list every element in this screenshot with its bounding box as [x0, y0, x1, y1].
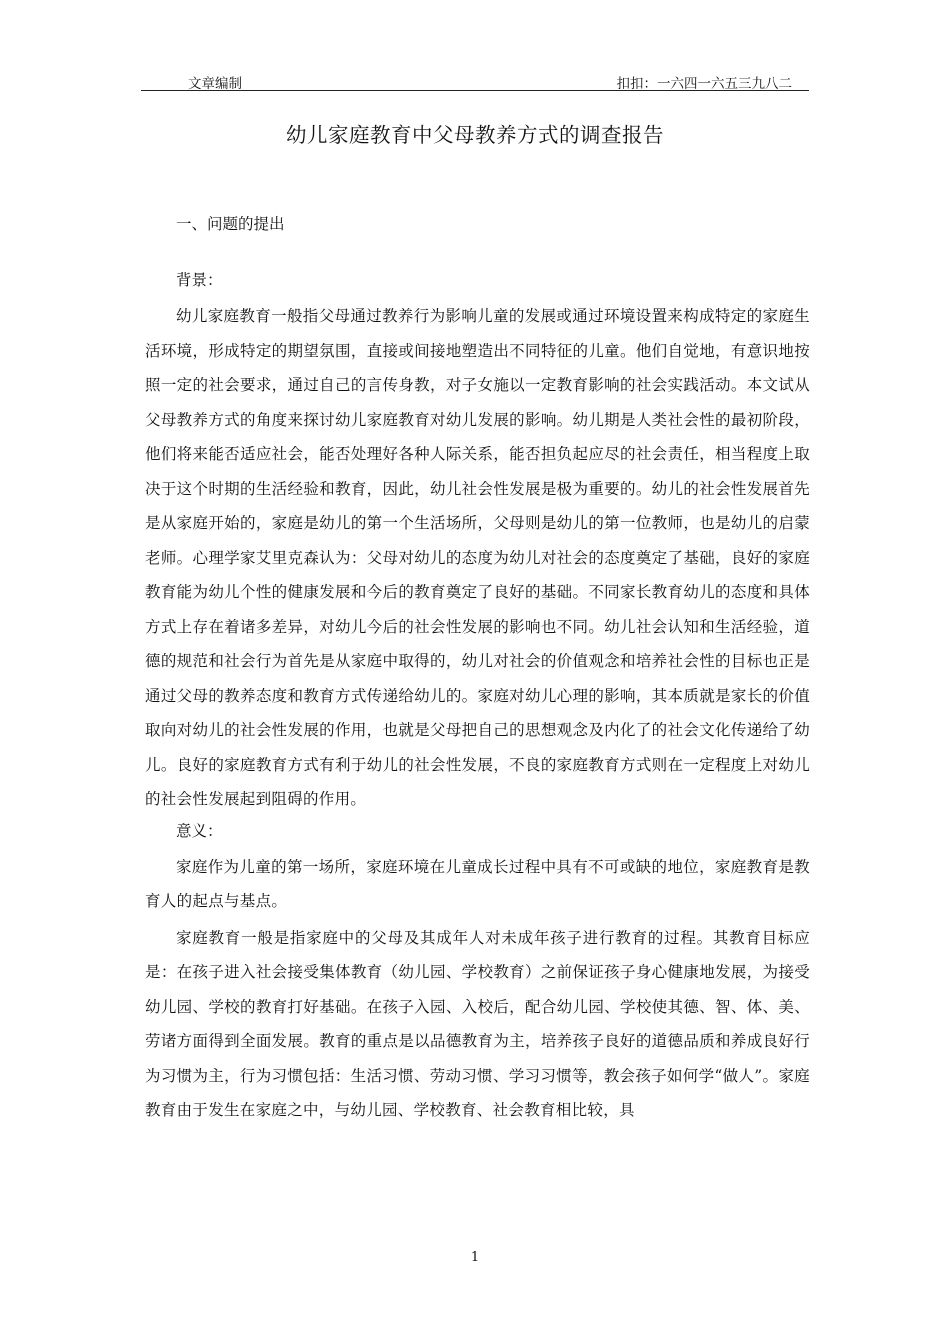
background-label: 背景：: [176, 271, 223, 289]
significance-label: 意义：: [176, 821, 223, 840]
document-title: 幼儿家庭教育中父母教养方式的调查报告: [286, 123, 664, 147]
page-header: [141, 68, 809, 91]
document-body: [145, 214, 810, 1128]
significance-paragraph-2: 家庭教育一般是指家庭中的父母及其成年人对未成年孩子进行教育的过程。其教育目标应是：在孩子进入社会接受集体教育（幼儿园、学校教育）之前保证孩子身心健康地发展，为接受幼儿园、学校的教育打好基础。在孩子入园、入校后，配合幼儿园、学校使其德、智、体、美、劳诸方面得到全面发展。教育的重点是以品德教育为主，培养孩子良好的道德品质和养成良好行为习惯为主，行为习惯包括：生活习惯、劳动习惯、学习习惯等，教会孩子如何学“做人”。家庭教育由于发生在家庭之中，与幼儿园、学校教育、社会教育相比较，具: [145, 928, 810, 1119]
header-left-text: 文章编制: [188, 76, 242, 92]
header-contact-text: 扣扣：一六四一六五三九八二: [616, 76, 792, 92]
page-number: 1: [470, 1250, 480, 1265]
background-paragraph: 幼儿家庭教育一般指父母通过教养行为影响儿童的发展或通过环境设置来构成特定的家庭生活环境，形成特定的期望氛围，直接或间接地塑造出不同特征的儿童。他们自觉地，有意识地按照一定的社会要求，通过自己的言传身教，对子女施以一定教育影响的社会实践活动。本文试从父母教养方式的角度来探讨幼儿家庭教育对幼儿发展的影响。幼儿期是人类社会性的最初阶段，他们将来能否适应社会，能否处理好各种人际关系，能否担负起应尽的社会责任，相当程度上取决于这个时期的生活经验和教育，因此，幼儿社会性发展是极为重要的。幼儿的社会性发展首先是从家庭开始的，家庭是幼儿的第一个生活场所，父母则是幼儿的第一位教师，也是幼儿的启蒙老师。心理学家艾里克森认为：父母对幼儿的态度为幼儿对社会的态度奠定了基础，良好的家庭教育能为幼儿个性的健康发展和今后的教育奠定了良好的基础。不同家长教育幼儿的态度和具体方式上存在着诸多差异，对幼儿今后的社会性发展的影响也不同。幼儿社会认知和生活经验，道德的规范和社会行为首先是从家庭中取得的，幼儿对社会的价值观念和培养社会性的目标也正是通过父母的教养态度和教育方式传递给幼儿的。家庭对幼儿心理的影响，其本质就是家长的价值取向对幼儿的社会性发展的作用，也就是父母把自己的思想观念及内化了的社会文化传递给了幼儿。良好的家庭教育方式有利于幼儿的社会性发展，不良的家庭教育方式则在一定程度上对幼儿的社会性发展起到阻碍的作用。: [145, 307, 810, 808]
significance-paragraph-1: 家庭作为儿童的第一场所，家庭环境在儿童成长过程中具有不可或缺的地位，家庭教育是教育人的起点与基点。: [145, 857, 810, 910]
section-heading: 一、问题的提出: [176, 215, 285, 233]
